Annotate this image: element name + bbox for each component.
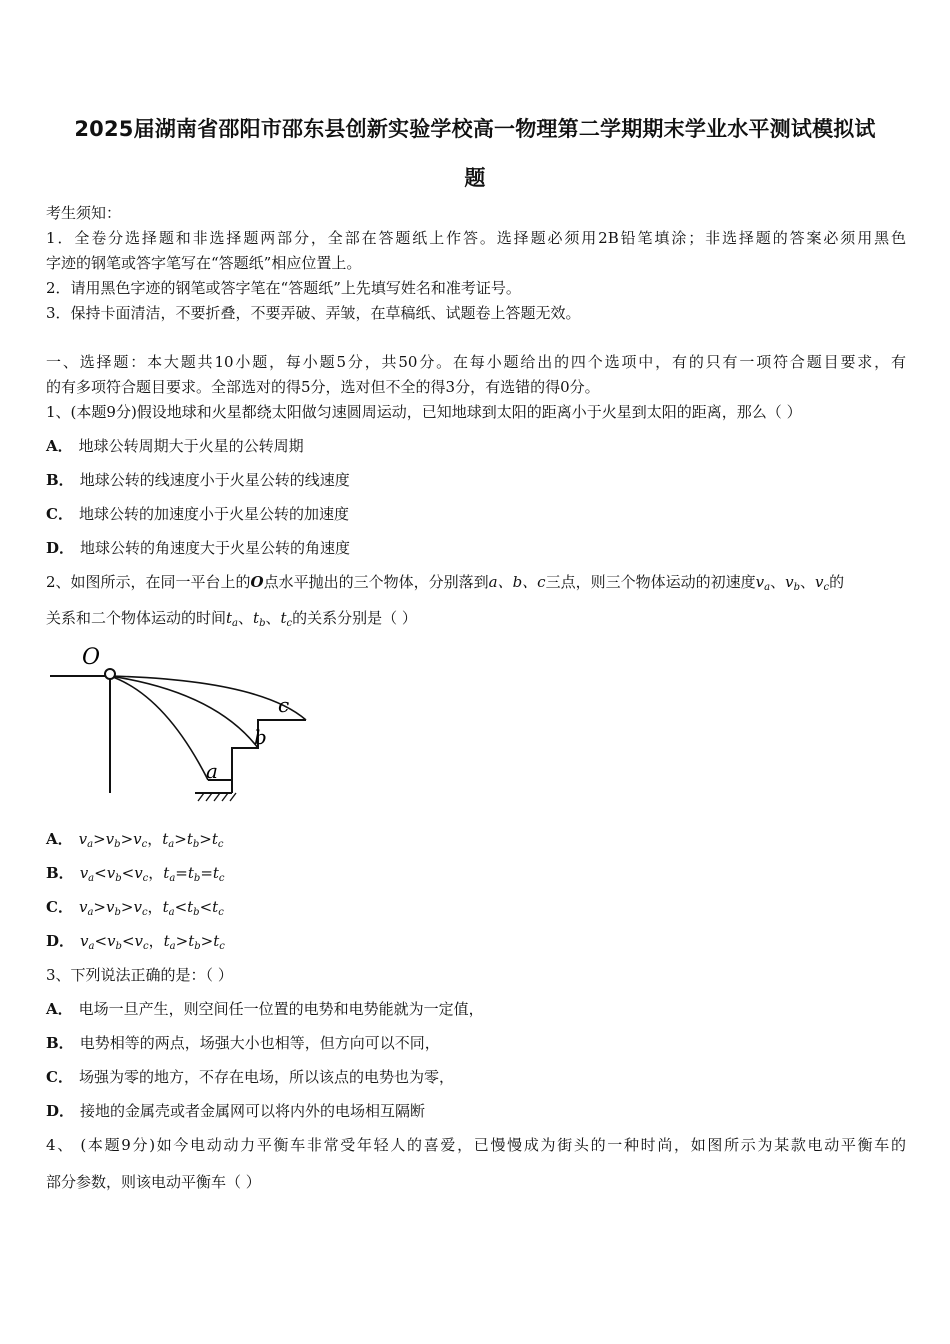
trajectory-a [110, 676, 208, 780]
sub-c: c [217, 839, 224, 850]
option-text: 接地的金属壳或者金属网可以将内外的电场相互隔断 [80, 1102, 426, 1120]
option-text: 地球公转的线速度小于火星公转的线速度 [79, 471, 350, 489]
sub-a: a [87, 839, 94, 850]
q2-option-d [46, 931, 906, 951]
q2-stem-part: 点水平抛出的三个物体，分别落到 [263, 573, 489, 591]
sub-c: c [218, 907, 224, 918]
option-letter: C． [46, 505, 73, 523]
operator: < [199, 898, 213, 916]
sub-a: a [168, 907, 175, 918]
q3-option-d [46, 1101, 906, 1121]
sub-b: b [114, 907, 121, 918]
sub-c: c [141, 839, 148, 850]
notice-item-2: 2．请用黑色字迹的钢笔或答字笔在“答题纸”上先填写姓名和准考证号。 [46, 279, 521, 297]
v-symbol: v [134, 932, 143, 950]
sub-c: c [141, 907, 148, 918]
t-symbol: t [226, 609, 233, 627]
q2-stem-part: 关系和二个物体运动的时间 [46, 609, 227, 627]
option-text: 地球公转的加速度小于火星公转的加速度 [78, 505, 349, 523]
t-symbol: t [280, 609, 287, 627]
option-letter: B． [46, 471, 74, 489]
operator: < [94, 864, 107, 882]
label-o: O [82, 645, 101, 670]
operator: < [94, 932, 108, 950]
option-letter: A． [46, 1000, 73, 1018]
operator: > [174, 830, 187, 848]
notice-item-3: 3．保持卡面清洁，不要折叠，不要弄破、弄皱，在草稿纸、试题卷上答题无效。 [46, 304, 581, 322]
operator: > [120, 830, 134, 848]
operator: > [200, 932, 214, 950]
t-symbol: t [187, 898, 194, 916]
sub-c: c [823, 582, 830, 593]
sep: 、 [799, 573, 815, 591]
option-letter: B． [46, 1034, 74, 1052]
label-c: c [278, 693, 290, 717]
v-symbol: v [78, 830, 88, 848]
section-instructions: 一、选择题：本大题共10小题，每小题5分，共50分。在每小题给出的四个选项中，有的只有一项符合题目要求，有 [46, 353, 906, 371]
v-symbol: v [134, 864, 143, 882]
sub-b: b [115, 941, 122, 952]
v-symbol: v [133, 898, 142, 916]
sub-b: b [193, 907, 200, 918]
q2-stem-cont [46, 608, 906, 628]
q4-stem-cont: 部分参数，则该电动平衡车（ ） [46, 1173, 261, 1191]
t-symbol: t [213, 932, 220, 950]
q3-option-b [46, 1033, 906, 1053]
label-a: a [206, 759, 218, 783]
sub-b: b [193, 873, 201, 884]
sub-b: b [192, 839, 200, 850]
t-symbol: t [163, 932, 170, 950]
sep: 、 [770, 573, 786, 591]
sep: ， [148, 932, 164, 950]
q2-option-b [46, 863, 906, 883]
t-symbol: t [188, 932, 195, 950]
notice-item-1-cont: 字迹的钢笔或答字笔写在“答题纸”相应位置上。 [46, 254, 362, 272]
option-letter: B． [46, 864, 74, 882]
exam-title-line2: 题 [464, 166, 486, 190]
t-symbol: t [162, 898, 169, 916]
q1-option-a [46, 436, 906, 456]
q1-option-b [46, 470, 906, 490]
v-symbol: v [105, 830, 115, 848]
v-symbol: v [80, 932, 89, 950]
operator: < [121, 932, 135, 950]
v-symbol: v [814, 573, 824, 591]
option-letter: A． [46, 830, 73, 848]
operator: < [174, 898, 188, 916]
projectile-diagram [40, 640, 320, 805]
q2-stem-part: 2、如图所示，在同一平台上的 [46, 573, 251, 591]
operator: > [199, 830, 212, 848]
option-letter: C． [46, 1068, 73, 1086]
operator: > [93, 898, 106, 916]
option-text: 地球公转的角速度大于火星公转的角速度 [80, 539, 351, 557]
sep: ， [148, 864, 164, 882]
sep: 、 [238, 609, 254, 627]
t-symbol: t [162, 830, 169, 848]
q2-option-a [46, 829, 906, 849]
sub-a: a [169, 941, 176, 952]
v-symbol: v [106, 864, 116, 882]
v-symbol: v [79, 864, 89, 882]
option-letter: D． [46, 539, 75, 557]
sub-b: b [114, 839, 121, 850]
operator: = [175, 864, 188, 882]
sub-a: a [87, 907, 94, 918]
operator: > [93, 830, 106, 848]
t-symbol: t [211, 830, 218, 848]
operator: > [175, 932, 189, 950]
v-symbol: v [133, 830, 142, 848]
sub-a: a [764, 582, 771, 593]
q2-stem-part: 的 [829, 573, 845, 591]
option-letter: D． [46, 1102, 75, 1120]
t-symbol: t [187, 864, 194, 882]
q2-stem-part: 的关系分别是（ ） [292, 609, 417, 627]
operator: = [200, 864, 213, 882]
sub-a: a [88, 941, 95, 952]
t-symbol: t [212, 864, 219, 882]
q1-stem: 1、(本题9分)假设地球和火星都绕太阳做匀速圆周运动，已知地球到太阳的距离小于火星到太阳的距离，那么（ ） [46, 403, 802, 421]
launch-ball [105, 669, 115, 679]
sub-c: c [219, 941, 225, 952]
notice-item-1: 1．全卷分选择题和非选择题两部分，全部在答题纸上作答。选择题必须用2B铅笔填涂；非选择题的答案必须用黑色 [46, 229, 906, 247]
sub-c: c [143, 941, 149, 952]
point-o-label: O [250, 573, 264, 591]
q3-option-a [46, 999, 906, 1019]
exam-title-line1: 2025届湖南省邵阳市邵东县创新实验学校高一物理第二学期期末学业水平测试模拟试 [74, 117, 876, 141]
v-symbol: v [105, 898, 115, 916]
option-text: 场强为零的地方，不存在电场，所以该点的电势也为零， [78, 1068, 454, 1086]
v-symbol: v [755, 573, 765, 591]
sep: ， [147, 830, 163, 848]
sub-a: a [232, 618, 239, 629]
trajectory-c [110, 676, 306, 720]
sub-b: b [259, 618, 266, 629]
q2-stem-part: 三点，则三个物体运动的初速度 [545, 573, 756, 591]
q3-option-c [46, 1067, 906, 1087]
sub-b: b [793, 582, 800, 593]
section-instructions-cont: 的有多项符合题目要求。全部选对的得5分，选对但不全的得3分，有选错的得0分。 [46, 378, 600, 396]
sub-a: a [169, 873, 176, 884]
sub-b: b [194, 941, 201, 952]
notice-heading: 考生须知： [46, 204, 122, 222]
q2-option-c [46, 897, 906, 917]
sub-c: c [142, 873, 149, 884]
q2-stem [46, 572, 906, 592]
points-label: a、b、c [488, 573, 546, 591]
sep: ， [147, 898, 163, 916]
q3-stem: 3、下列说法正确的是：（ ） [46, 966, 233, 984]
ground-hatch [198, 793, 236, 801]
v-symbol: v [78, 898, 88, 916]
option-text: 电场一旦产生，则空间任一位置的电势和电势能就为一定值， [78, 1000, 484, 1018]
option-letter: D． [46, 932, 75, 950]
sep: 、 [265, 609, 281, 627]
q1-option-d [46, 538, 906, 558]
t-symbol: t [212, 898, 219, 916]
t-symbol: t [186, 830, 193, 848]
option-letter: A． [46, 437, 73, 455]
operator: < [121, 864, 135, 882]
sub-a: a [168, 839, 175, 850]
sub-c: c [286, 618, 293, 629]
t-symbol: t [163, 864, 170, 882]
sub-a: a [88, 873, 95, 884]
option-text: 电势相等的两点，场强大小也相等，但方向可以不同， [79, 1034, 440, 1052]
label-b: b [254, 725, 267, 749]
v-symbol: v [785, 573, 794, 591]
option-text: 地球公转周期大于火星的公转周期 [78, 437, 304, 455]
t-symbol: t [253, 609, 260, 627]
sub-c: c [218, 873, 225, 884]
operator: > [120, 898, 134, 916]
sub-b: b [115, 873, 122, 884]
v-symbol: v [107, 932, 116, 950]
q1-option-c [46, 504, 906, 524]
option-letter: C． [46, 898, 73, 916]
q4-stem: 4、 (本题9分)如今电动动力平衡车非常受年轻人的喜爱，已慢慢成为街头的一种时尚，如图所示为某款电动平衡车的 [46, 1136, 906, 1154]
